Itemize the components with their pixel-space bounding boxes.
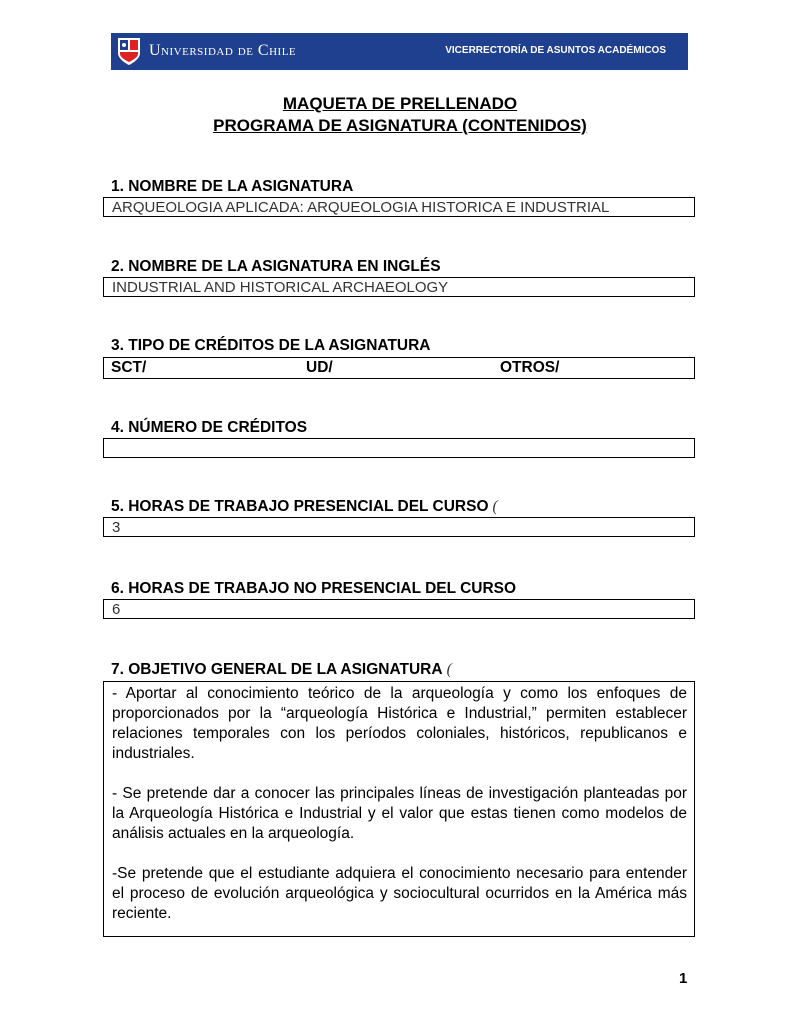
university-crest-icon <box>117 37 141 66</box>
page-number: 1 <box>679 970 688 987</box>
section-5-paren: ( <box>492 498 498 515</box>
general-objective-box[interactable] <box>103 681 695 937</box>
objective-paragraph: - Aportar al conocimiento teórico de la arqueología y como los enfoques de proporcionados por la “arqueología Histórica e Industrial,” permiten establecer relaciones temporales con los períodos coloniales, históricos, republicanos e industriales. <box>112 685 687 762</box>
section-6-heading: 6. HORAS DE TRABAJO NO PRESENCIAL DEL CURSO <box>111 580 517 597</box>
header-banner <box>111 33 688 70</box>
credit-type-sct[interactable]: SCT/ <box>111 359 147 376</box>
credit-number-field[interactable] <box>103 438 695 458</box>
section-7-heading <box>111 661 452 679</box>
course-name-field[interactable]: ARQUEOLOGIA APLICADA: ARQUEOLOGIA HISTORICA E INDUSTRIAL <box>103 197 695 217</box>
section-4-heading: 4. NÚMERO DE CRÉDITOS <box>111 419 308 436</box>
in-class-hours-field[interactable]: 3 <box>103 517 695 537</box>
section-3-heading: 3. TIPO DE CRÉDITOS DE LA ASIGNATURA <box>111 337 431 354</box>
section-5-heading-text: 5. HORAS DE TRABAJO PRESENCIAL DEL CURSO <box>111 498 489 515</box>
objective-paragraph: - Se pretende dar a conocer las principales líneas de investigación planteadas por la Arqueología Histórica e Industrial y el valor que estas tienen como modelos de análisis actuales en la arqueología. <box>112 785 687 842</box>
credit-type-otros[interactable]: OTROS/ <box>500 359 560 376</box>
section-5-heading <box>111 498 498 516</box>
credit-type-box <box>103 357 695 379</box>
section-2-heading: 2. NOMBRE DE LA ASIGNATURA EN INGLÉS <box>111 258 441 275</box>
university-name: Universidad de Chile <box>149 42 297 59</box>
vicerrectoria-name: VICERRECTORÍA DE ASUNTOS ACADÉMICOS <box>445 45 666 56</box>
credit-type-ud[interactable]: UD/ <box>306 359 333 376</box>
section-1-heading: 1. NOMBRE DE LA ASIGNATURA <box>111 178 354 195</box>
objective-paragraph: -Se pretende que el estudiante adquiera el conocimiento necesario para entender el proceso de evolución arqueológica y sociocultural ocurridos en la América más reciente. <box>112 865 687 922</box>
section-7-heading-text: 7. OBJETIVO GENERAL DE LA ASIGNATURA <box>111 661 443 678</box>
document-title-line-1: MAQUETA DE PRELLENADO <box>282 94 518 113</box>
document-title-line-2: PROGRAMA DE ASIGNATURA (CONTENIDOS) <box>213 116 587 135</box>
section-7-paren: ( <box>446 661 452 678</box>
out-of-class-hours-field[interactable]: 6 <box>103 599 695 619</box>
course-name-english-field[interactable]: INDUSTRIAL AND HISTORICAL ARCHAEOLOGY <box>103 277 695 297</box>
